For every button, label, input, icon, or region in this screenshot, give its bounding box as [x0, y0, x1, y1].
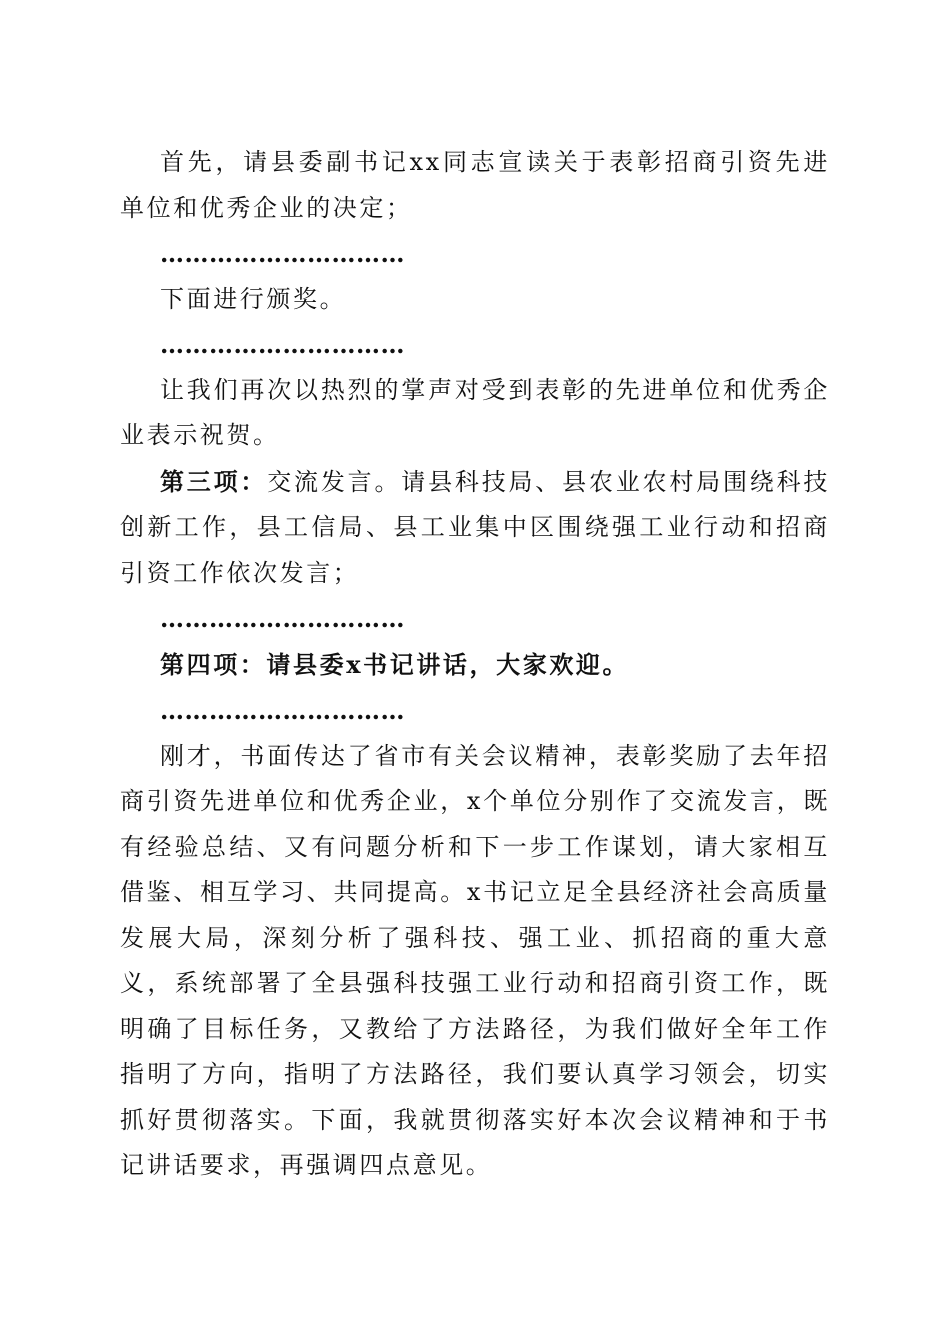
paragraph-award-ceremony: 下面进行颁奖。: [160, 284, 347, 313]
paragraph-congratulations: 让我们再次以热烈的掌声对受到表彰的先进单位和优秀企业表示祝贺。: [120, 375, 830, 449]
paragraph-summary-remarks: 刚才，书面传达了省市有关会议精神，表彰奖励了去年招商引资先进单位和优秀企业，x个单位分别作了交流发言，既有经验总结、又有问题分析和下一步工作谋划，请大家相互借鉴、相互学习、共同提高。x书记立足全县经济社会高质量发展大局，深刻分析了强科技、强工业、抓招商的重大意义，系统部署了全县强科技强工业行动和招商引资工作，既明确了目标任务，又教给了方法路径，为我们做好全年工作指明了方向，指明了方法路径，我们要认真学习领会，切实抓好贯彻落实。下面，我就贯彻落实好本次会议精神和于书记讲话要求，再强调四点意见。: [120, 741, 830, 1179]
item-four-lead: 第四项：: [160, 649, 267, 679]
item-three-text: 交流发言。请县科技局、县农业农村局围绕科技创新工作，县工信局、县工业集中区围绕强工业行动和招商引资工作依次发言；: [120, 467, 830, 587]
paragraph-item-four: [120, 642, 830, 689]
ellipsis-line: …………………………: [160, 696, 405, 725]
ellipsis-line: …………………………: [160, 330, 405, 359]
ellipsis-line: …………………………: [160, 239, 405, 268]
ellipsis-line: …………………………: [160, 604, 405, 633]
paragraph-item-three: [120, 459, 830, 597]
item-three-lead: 第三项：: [160, 466, 268, 496]
document-page: [120, 140, 830, 1189]
item-four-text: 请县委x书记讲话，大家欢迎。: [266, 649, 630, 679]
paragraph-commendation-decision: 首先，请县委副书记xx同志宣读关于表彰招商引资先进单位和优秀企业的决定；: [120, 148, 830, 222]
